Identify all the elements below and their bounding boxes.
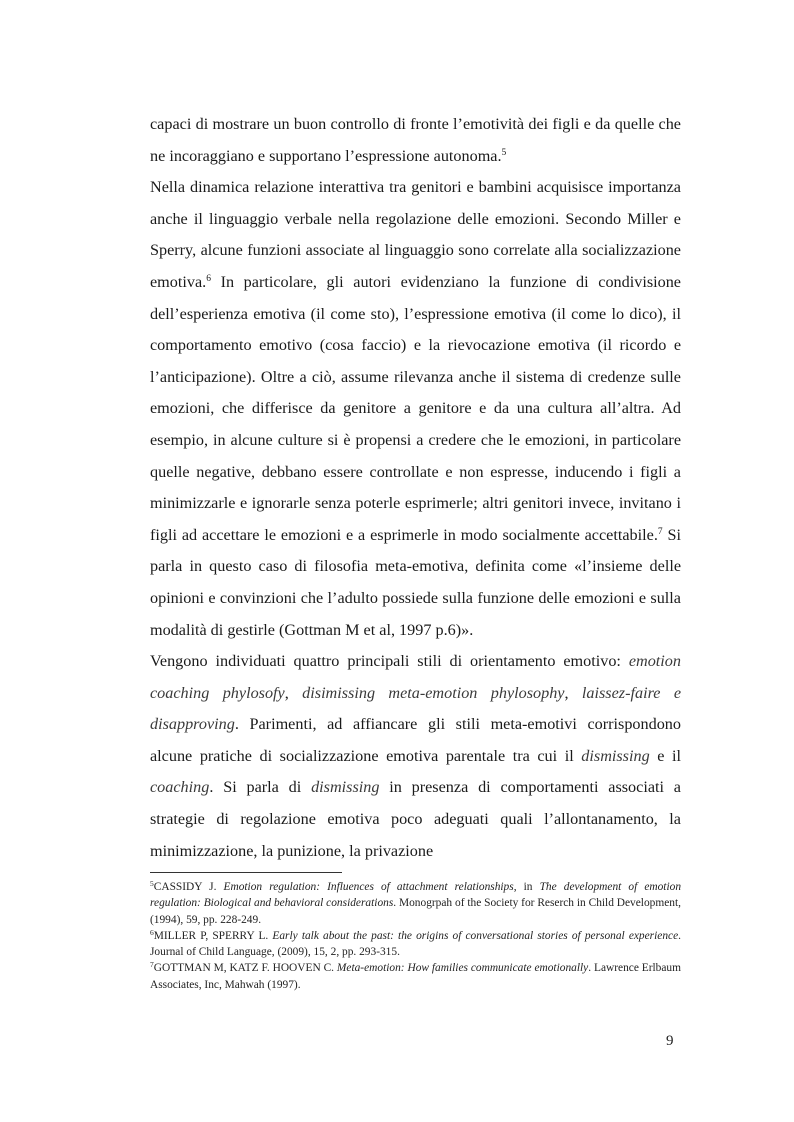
footnote-divider — [150, 872, 342, 873]
footnotes — [150, 879, 681, 993]
italic-term: dismissing — [581, 746, 650, 765]
italic-term: emotion coaching phylosofy — [150, 652, 681, 702]
italic-term: dismissing — [311, 778, 380, 797]
page-number: 9 — [666, 1033, 674, 1049]
footnote-ref-7[interactable]: 7 — [657, 526, 663, 537]
footnote-5: $^5$CASSIDY J. Emotion regulation: Influences of attachment relationships, in The development of emotion regulation: Biological and behavioral considerations. Monogrpah of the Society for Reserch in Child Development, (1994), 59, pp. 228-249. — [150, 879, 682, 926]
footnote-ref-5[interactable]: 5 — [501, 147, 507, 158]
footnote-6: $^6$MILLER P, SPERRY L. Early talk about the past: the origins of conversational stories of personal experience. Journal of Child Language, (2009), 15, 2, pp. 293-315. — [150, 927, 681, 959]
paragraph-2: Nella dinamica relazione interattiva tra genitori e bambini acquisisce importanza anche il linguaggio verbale nella regolazione delle emozioni. Secondo Miller e Sperry, alcune funzioni associate al linguaggio sono correlate alla socializzazione emotiva.$^6$ In particolare, gli autori evidenziano la funzione di condivisione dell’esperienza emotiva (il come sto), l’espressione emotiva (il come lo dico), il comportamento emotivo (cosa faccio) e la rievocazione emotiva (il ricordo e l’anticipazione). Oltre a ciò, assume rilevanza anche il sistema di credenze sulle emozioni, che differisce da genitore a genitore e da una cultura all’altra. Ad esempio, in alcune culture si è propensi a credere che le emozioni, in particolare quelle negative, debbano essere controllate e non espresse, inducendo i figli a minimizzarle e ignorarle senza poterle esprimerle; altri genitori invece, invitano i figli ad accettare le emozioni e a esprimerle in modo socialmente accettabile.$^7$ Si parla in questo caso di filosofia meta-emotiva, definita come «l’insieme delle opinioni e convinzioni che l’adulto possiede sulla funzione delle emozioni e sulla modalità di gestirle (Gottman M et al, 1997 p.6)». — [150, 178, 681, 639]
paragraph-1: capaci di mostrare un buon controllo di fronte l’emotività dei figli e da quelle che ne incoraggiano e supportano l’espressione autonoma.$^5$ — [150, 115, 681, 165]
footnote-7: $^7$GOTTMAN M, KATZ F. HOOVEN C. Meta-emotion: How families communicate emotionally. Lawrence Erlbaum Associates, Inc, Mahwah (1997). — [150, 960, 681, 991]
italic-term: laissez-faire e disapproving — [150, 683, 682, 734]
body-text — [150, 109, 681, 867]
italic-term: disimissing meta-emotion phylosophy — [302, 683, 565, 702]
italic-term: coaching — [150, 778, 210, 797]
paragraph-3: Vengono individuati quattro principali stili di orientamento emotivo: emotion coaching phylosofy, disimissing meta-emotion phylosophy, laissez-faire e disapproving. Parimenti, ad affiancare gli stili meta-emotivi corrispondono alcune pratiche di socializzazione emotiva parentale tra cui il dismissing e il coaching. Si parla di dismissing in presenza di comportamenti associati a strategie di regolazione emotiva poco adeguati quali l’allontanamento, la minimizzazione, la punizione, la privazione — [150, 652, 682, 860]
footnote-ref-6[interactable]: 6 — [206, 273, 211, 284]
